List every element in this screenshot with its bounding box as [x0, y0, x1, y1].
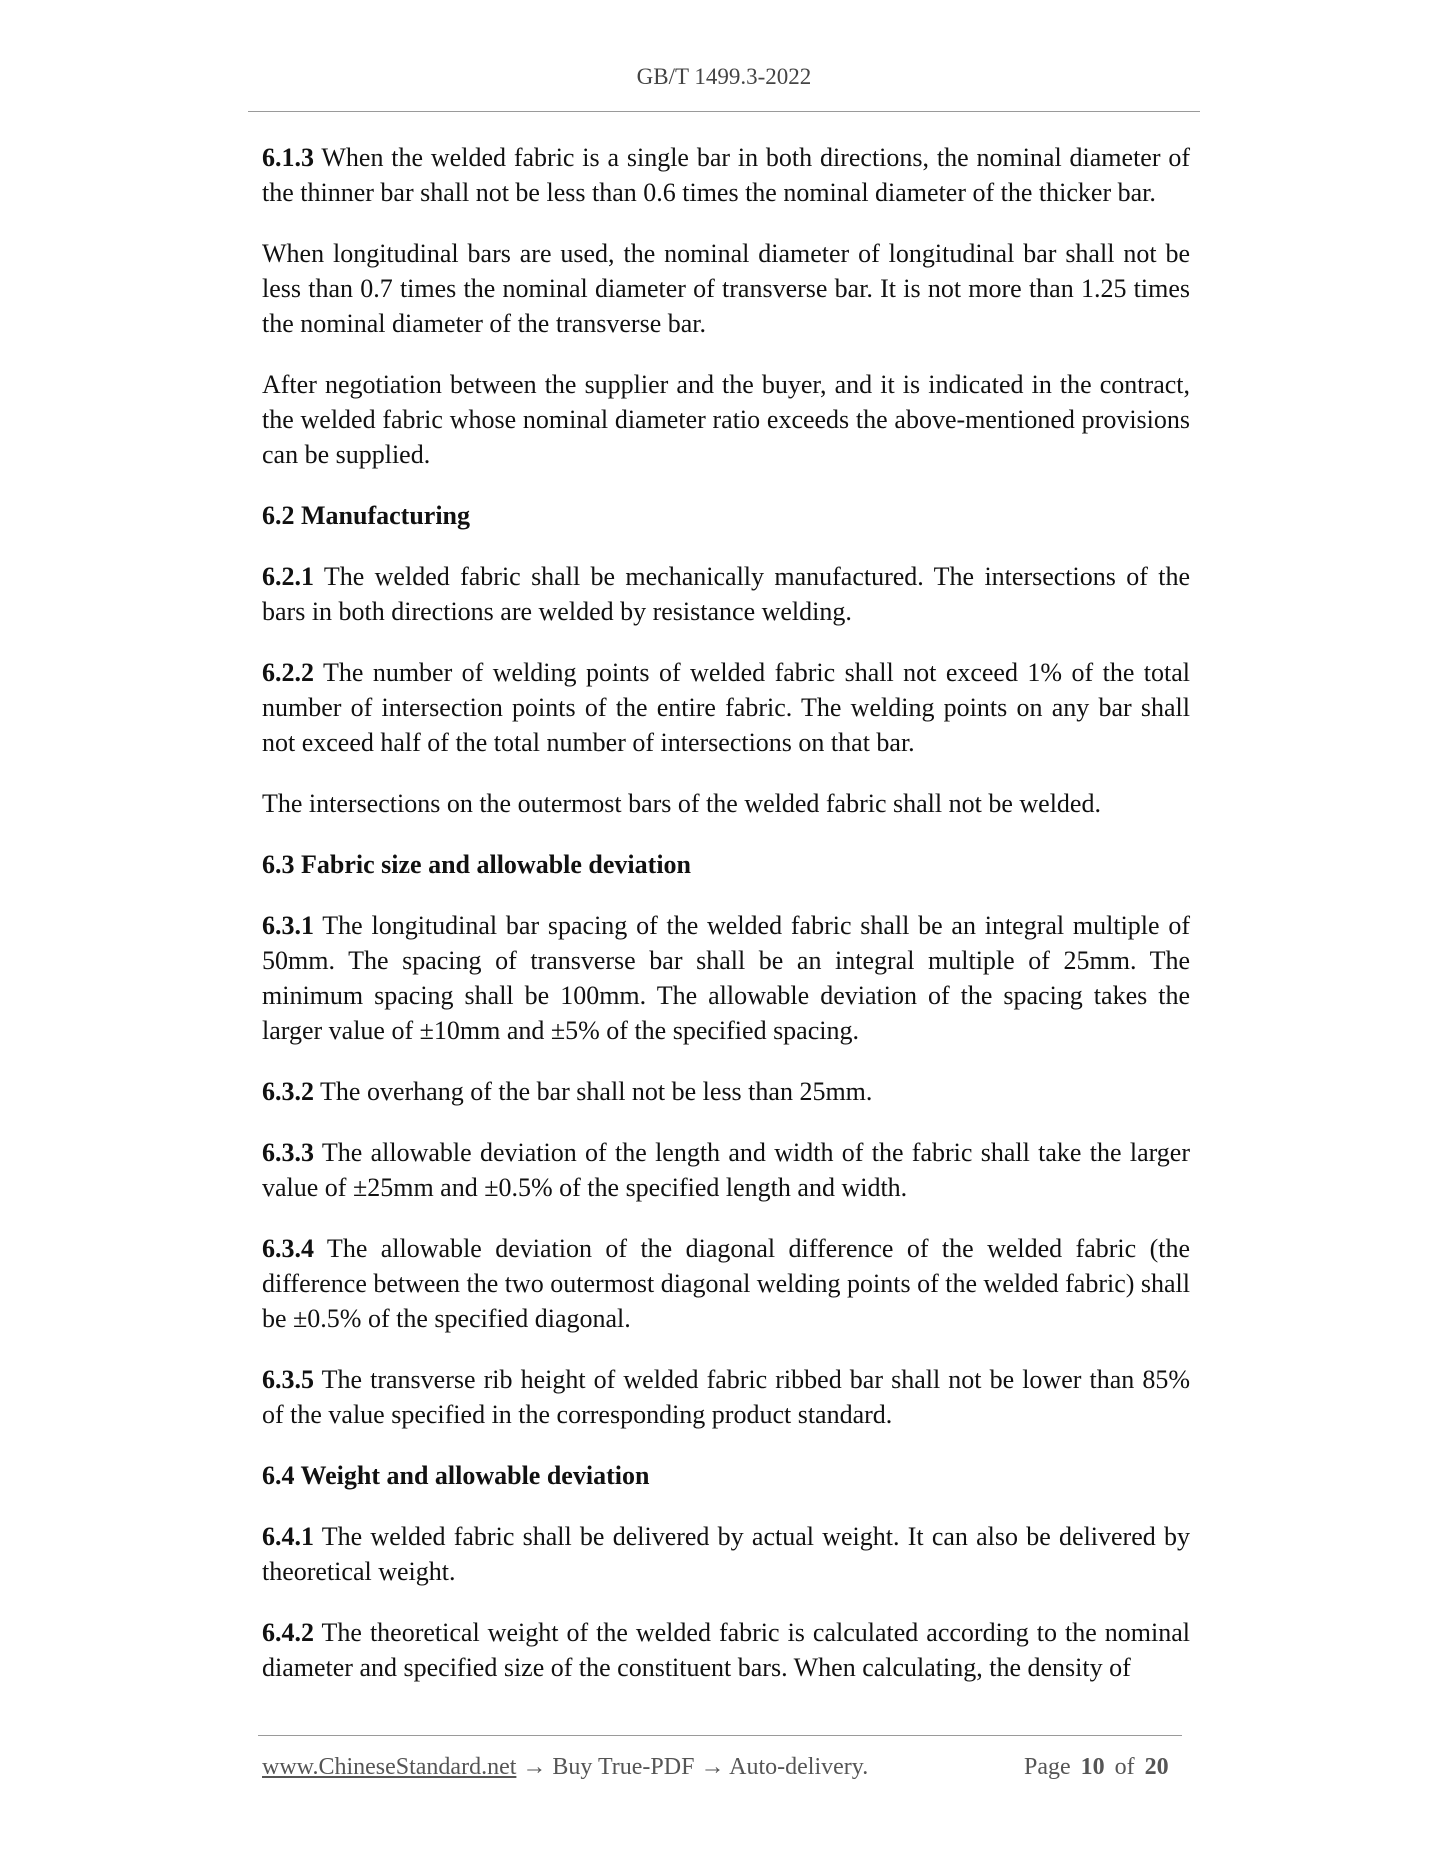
section-heading-6-3: 6.3 Fabric size and allowable deviation — [262, 850, 691, 879]
clause-6-3-2 — [262, 1074, 1190, 1109]
site-link[interactable]: www.ChineseStandard.net — [262, 1754, 517, 1780]
clause-6-1-3 — [262, 140, 1190, 210]
clause-text: The transverse rib height of welded fabric ribbed bar shall not be lower than 85% of the value specified in the corresponding product standard. — [262, 1365, 1190, 1429]
clause-number: 6.1.3 — [262, 143, 314, 172]
page-label: Page — [1024, 1754, 1071, 1780]
clause-text: The theoretical weight of the welded fabric is calculated according to the nominal diameter and specified size of the constituent bars. When calculating, the density of — [262, 1618, 1190, 1682]
clause-number: 6.3.5 — [262, 1365, 314, 1394]
clause-text: The allowable deviation of the diagonal difference of the welded fabric (the difference between the two outermost diagonal welding points of the welded fabric) shall be ±0.5% of the specified diagonal. — [262, 1234, 1191, 1333]
clause-6-2-2 — [262, 655, 1190, 760]
clause-text: The welded fabric shall be mechanically manufactured. The intersections of the bars in both directions are welded by resistance welding. — [262, 562, 1190, 626]
clause-number: 6.4.1 — [262, 1522, 314, 1551]
paragraph-text: When longitudinal bars are used, the nominal diameter of longitudinal bar shall not be less than 0.7 times the nominal diameter of transverse bar. It is not more than 1.25 times the nominal diameter of the transverse bar. — [262, 239, 1190, 338]
clause-number: 6.3.3 — [262, 1138, 314, 1167]
paragraph-text: After negotiation between the supplier and the buyer, and it is indicated in the contract, the welded fabric whose nominal diameter ratio exceeds the above-mentioned provisions can be supplied. — [262, 370, 1190, 469]
clause-number: 6.4.2 — [262, 1618, 314, 1647]
clause-text: The number of welding points of welded fabric shall not exceed 1% of the total number of intersection points of the entire fabric. The welding points on any bar shall not exceed half of the total number of intersections on that bar. — [262, 658, 1190, 757]
clause-6-3-1 — [262, 908, 1190, 1048]
clause-number: 6.3.4 — [262, 1234, 314, 1263]
clause-number: 6.3.2 — [262, 1077, 314, 1106]
auto-delivery-text: Auto-delivery. — [729, 1754, 869, 1780]
paragraph — [262, 786, 1190, 821]
document-id-header: GB/T 1499.3-2022 — [636, 64, 812, 89]
clause-number: 6.2.1 — [262, 562, 314, 591]
clause-text: The overhang of the bar shall not be less than 25mm. — [314, 1077, 873, 1106]
paragraph — [262, 367, 1190, 472]
section-heading-6-4: 6.4 Weight and allowable deviation — [262, 1461, 650, 1490]
clause-6-4-1 — [262, 1519, 1190, 1589]
clause-text: The welded fabric shall be delivered by actual weight. It can also be delivered by theoretical weight. — [262, 1522, 1190, 1586]
clause-6-2-1 — [262, 559, 1190, 629]
clause-text: When the welded fabric is a single bar in both directions, the nominal diameter of the thinner bar shall not be less than 0.6 times the nominal diameter of the thicker bar. — [262, 143, 1190, 207]
footer-divider — [258, 1735, 1182, 1736]
clause-6-3-4 — [262, 1231, 1190, 1336]
page-of-label: of — [1114, 1754, 1135, 1780]
arrow-icon: → — [694, 1754, 730, 1780]
paragraph — [262, 236, 1190, 341]
paragraph-text: The intersections on the outermost bars of the welded fabric shall not be welded. — [262, 789, 1101, 818]
clause-number: 6.2.2 — [262, 658, 314, 687]
header-divider — [248, 111, 1200, 112]
page-current: 10 — [1080, 1754, 1105, 1780]
page-total: 20 — [1144, 1754, 1169, 1780]
clause-6-3-5 — [262, 1362, 1190, 1432]
clause-number: 6.3.1 — [262, 911, 314, 940]
clause-6-4-2 — [262, 1615, 1190, 1685]
section-heading-6-2: 6.2 Manufacturing — [262, 501, 470, 530]
document-body — [262, 140, 1190, 1711]
clause-text: The allowable deviation of the length and width of the fabric shall take the larger value of ±25mm and ±0.5% of the specified length and width. — [262, 1138, 1190, 1202]
arrow-icon: → — [516, 1754, 553, 1780]
buy-true-pdf-text: Buy True-PDF — [552, 1754, 695, 1780]
clause-text: The longitudinal bar spacing of the welded fabric shall be an integral multiple of 50mm. The spacing of transverse bar shall be an integral multiple of 25mm. The minimum spacing shall be 100mm. The allowable deviation of the spacing takes the larger value of ±10mm and ±5% of the specified spacing. — [262, 911, 1190, 1045]
page-indicator — [1024, 1754, 1169, 1781]
footer-promo — [262, 1754, 868, 1781]
clause-6-3-3 — [262, 1135, 1190, 1205]
